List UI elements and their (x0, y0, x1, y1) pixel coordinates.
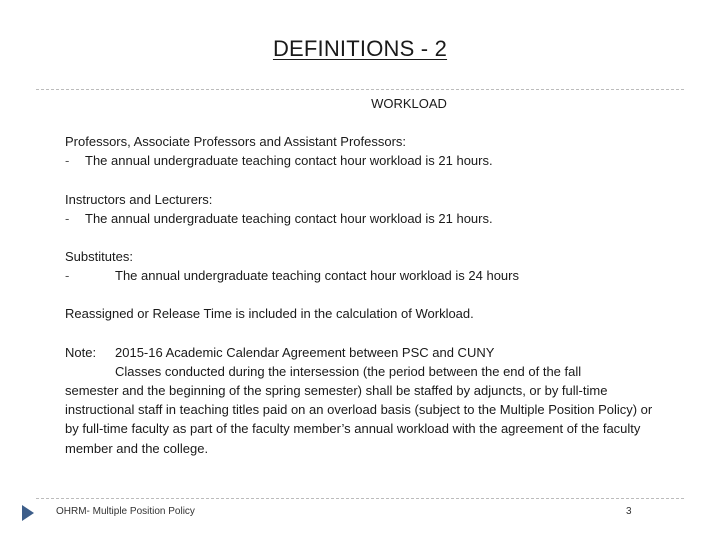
section-heading: WORKLOAD (371, 96, 447, 111)
professors-bullet (65, 151, 665, 170)
note-heading (65, 343, 665, 362)
dash-marker: - (65, 153, 70, 169)
dash-marker: - (65, 268, 70, 284)
instructors-bullet (65, 209, 665, 228)
professors-heading: Professors, Associate Professors and Assistant Professors: (65, 134, 407, 150)
professors-text: The annual undergraduate teaching contact hour workload is 21 hours. (85, 153, 493, 169)
instructors-text: The annual undergraduate teaching contact hour workload is 21 hours. (85, 210, 493, 226)
slide-title: DEFINITIONS - 2 (272, 36, 448, 61)
instructors-heading: Instructors and Lecturers: (65, 191, 213, 207)
note-body: semester and the beginning of the spring semester) shall be staffed by adjuncts, or by full-time instructional staff in teaching titles paid on an overload basis (subject to the Multiple Position Policy) or by full-time faculty as part of the faculty member’s annual workload with the agreement of the faculty member and the college. (65, 383, 653, 456)
note-title: 2015-16 Academic Calendar Agreement between PSC and CUNY (115, 344, 495, 360)
note-body-first-line: Classes conducted during the intersession (the period between the end of the fall (115, 363, 582, 379)
slide-body (65, 94, 665, 458)
triangle-right-icon (22, 505, 34, 521)
substitutes-text: The annual undergraduate teaching contact hour workload is 24 hours (115, 268, 519, 284)
bottom-divider (36, 498, 684, 499)
note-label: Note: (65, 344, 97, 360)
page-number: 3 (626, 506, 632, 517)
substitutes-heading: Substitutes: (65, 249, 133, 265)
top-divider (36, 89, 684, 90)
substitutes-bullet (65, 266, 665, 285)
dash-marker: - (65, 210, 70, 226)
footer-label: OHRM- Multiple Position Policy (56, 506, 195, 517)
reassigned-text: Reassigned or Release Time is included in the calculation of Workload. (65, 306, 474, 322)
